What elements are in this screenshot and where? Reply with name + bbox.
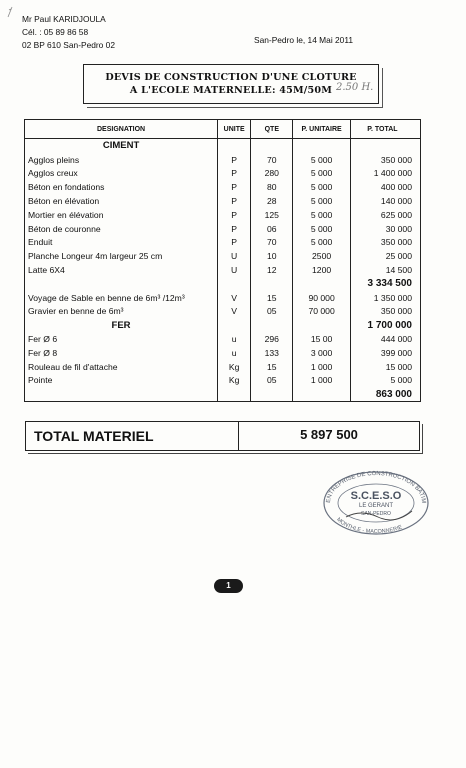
cell-unite <box>218 387 251 401</box>
cell-qte <box>251 387 293 401</box>
cell-designation: Voyage de Sable en benne de 6m³ /12m³ <box>25 291 218 305</box>
cell-prix-unitaire: 1 000 <box>293 360 350 374</box>
cell-qte: 70 <box>251 236 293 250</box>
cell-prix-unitaire: 5 000 <box>293 153 350 167</box>
cell-qte: 05 <box>251 374 293 388</box>
cell-unite: V <box>218 291 251 305</box>
cell-designation: CIMENT <box>25 139 218 153</box>
cell-prix-total: 863 000 <box>350 387 420 401</box>
table-row <box>25 208 421 222</box>
total-materiel-box <box>25 421 420 451</box>
cell-designation: Rouleau de fil d'attache <box>25 360 218 374</box>
cell-designation: Béton en fondations <box>25 180 218 194</box>
cell-prix-total: 400 000 <box>350 180 420 194</box>
cell-qte: 05 <box>251 305 293 319</box>
cell-prix-total: 1 400 000 <box>350 167 420 181</box>
cell-prix-total: 1 350 000 <box>350 291 420 305</box>
cell-prix-unitaire: 5 000 <box>293 222 350 236</box>
cell-qte <box>251 318 293 332</box>
table-row <box>25 291 421 305</box>
cell-designation <box>25 277 218 291</box>
cell-prix-unitaire: 5 000 <box>293 236 350 250</box>
cell-prix-total: 140 000 <box>350 194 420 208</box>
cell-unite <box>218 277 251 291</box>
cell-prix-unitaire: 2500 <box>293 249 350 263</box>
cell-prix-total <box>350 139 420 153</box>
col-qte: QTE <box>251 120 293 139</box>
cell-unite: Kg <box>218 360 251 374</box>
cell-prix-total: 444 000 <box>350 332 420 346</box>
cell-unite: U <box>218 263 251 277</box>
cell-unite: U <box>218 249 251 263</box>
cell-prix-unitaire <box>293 277 350 291</box>
cell-designation: Agglos pleins <box>25 153 218 167</box>
table-header-row <box>25 120 421 139</box>
stamp-city-text: SAN-PEDRO <box>361 511 391 517</box>
stamp-ring-text: ENTREPRISE DE CONSTRUCTION BATIM <box>325 470 427 504</box>
table-row <box>25 167 421 181</box>
cell-designation: Fer Ø 8 <box>25 346 218 360</box>
cell-prix-unitaire <box>293 318 350 332</box>
cell-unite <box>218 318 251 332</box>
cell-designation: Agglos creux <box>25 167 218 181</box>
cell-designation: Latte 6X4 <box>25 263 218 277</box>
cell-qte <box>251 139 293 153</box>
cell-prix-unitaire: 70 000 <box>293 305 350 319</box>
cell-qte: 280 <box>251 167 293 181</box>
stamp-center-text: S.C.E.S.O <box>350 490 402 502</box>
cell-unite: P <box>218 153 251 167</box>
cell-qte: 133 <box>251 346 293 360</box>
cell-designation: Béton de couronne <box>25 222 218 236</box>
cell-unite <box>218 139 251 153</box>
cell-qte: 70 <box>251 153 293 167</box>
section-row <box>25 139 421 153</box>
cell-unite: P <box>218 194 251 208</box>
table-row <box>25 360 421 374</box>
cell-unite: P <box>218 222 251 236</box>
cell-unite: P <box>218 167 251 181</box>
cell-qte: 125 <box>251 208 293 222</box>
col-designation: DESIGNATION <box>25 120 218 139</box>
cell-designation: Planche Longeur 4m largeur 25 cm <box>25 249 218 263</box>
cell-prix-unitaire <box>293 139 350 153</box>
handwritten-note: 2.50 H. <box>336 82 374 93</box>
cell-unite: u <box>218 332 251 346</box>
sender-address: 02 BP 610 San-Pedro 02 <box>22 40 115 50</box>
sender-name: Mr Paul KARIDJOULA <box>22 14 106 24</box>
cell-prix-unitaire <box>293 387 350 401</box>
cell-designation: Mortier en élévation <box>25 208 218 222</box>
cell-prix-total: 1 700 000 <box>350 318 420 332</box>
total-label: TOTAL MATERIEL <box>26 422 239 450</box>
col-prix-unitaire: P. UNITAIRE <box>293 120 350 139</box>
subtotal-row <box>25 387 421 401</box>
cell-unite: P <box>218 208 251 222</box>
cell-prix-unitaire: 3 000 <box>293 346 350 360</box>
cell-unite: V <box>218 305 251 319</box>
title-line-1: DEVIS DE CONSTRUCTION D'UNE CLOTURE <box>105 72 357 83</box>
cell-prix-total: 14 500 <box>350 263 420 277</box>
page-corner-mark <box>5 5 15 23</box>
cell-qte: 15 <box>251 360 293 374</box>
table-body <box>25 139 421 402</box>
cell-prix-total: 15 000 <box>350 360 420 374</box>
cell-prix-unitaire: 5 000 <box>293 180 350 194</box>
quote-table <box>24 119 421 402</box>
col-unite: UNITE <box>218 120 251 139</box>
table-row <box>25 374 421 388</box>
cell-prix-total: 350 000 <box>350 305 420 319</box>
cell-prix-total: 30 000 <box>350 222 420 236</box>
cell-prix-total: 5 000 <box>350 374 420 388</box>
stamp-bottom-text: MONTHLE - MACONNERIE <box>335 516 404 536</box>
cell-qte: 15 <box>251 291 293 305</box>
title-line-2: A L'ECOLE MATERNELLE: 45M/50M <box>129 85 333 96</box>
table-row <box>25 332 421 346</box>
cell-prix-total: 350 000 <box>350 153 420 167</box>
cell-prix-total: 3 334 500 <box>350 277 420 291</box>
cell-designation: Enduit <box>25 236 218 250</box>
company-stamp <box>316 465 436 537</box>
table-row <box>25 236 421 250</box>
cell-unite: P <box>218 236 251 250</box>
table-row <box>25 222 421 236</box>
cell-qte: 10 <box>251 249 293 263</box>
cell-qte: 28 <box>251 194 293 208</box>
section-row <box>25 318 421 332</box>
table-row <box>25 249 421 263</box>
subtotal-row <box>25 277 421 291</box>
cell-qte: 06 <box>251 222 293 236</box>
cell-designation: Gravier en benne de 6m³ <box>25 305 218 319</box>
cell-designation: Béton en élévation <box>25 194 218 208</box>
table-row <box>25 153 421 167</box>
cell-prix-total: 399 000 <box>350 346 420 360</box>
cell-prix-unitaire: 5 000 <box>293 208 350 222</box>
sender-header <box>22 13 115 52</box>
cell-qte: 80 <box>251 180 293 194</box>
cell-designation <box>25 387 218 401</box>
total-value: 5 897 500 <box>300 427 358 442</box>
cell-prix-unitaire: 1 000 <box>293 374 350 388</box>
cell-prix-total: 625 000 <box>350 208 420 222</box>
cell-designation: Pointe <box>25 374 218 388</box>
stamp-gerant-text: LE GERANT <box>358 503 394 509</box>
table-row <box>25 180 421 194</box>
table-row <box>25 263 421 277</box>
cell-qte: 296 <box>251 332 293 346</box>
cell-prix-unitaire: 5 000 <box>293 167 350 181</box>
sender-phone: Cél. : 05 89 86 58 <box>22 27 89 37</box>
cell-designation: FER <box>25 318 218 332</box>
cell-unite: P <box>218 180 251 194</box>
cell-qte: 12 <box>251 263 293 277</box>
cell-unite: Kg <box>218 374 251 388</box>
cell-prix-unitaire: 1200 <box>293 263 350 277</box>
table-row <box>25 194 421 208</box>
cell-prix-total: 350 000 <box>350 236 420 250</box>
table-row <box>25 346 421 360</box>
cell-qte <box>251 277 293 291</box>
cell-designation: Fer Ø 6 <box>25 332 218 346</box>
table-row <box>25 305 421 319</box>
cell-prix-unitaire: 90 000 <box>293 291 350 305</box>
col-prix-total: P. TOTAL <box>350 120 420 139</box>
cell-prix-unitaire: 15 00 <box>293 332 350 346</box>
document-title <box>83 64 379 104</box>
document-date: San-Pedro le, 14 Mai 2011 <box>254 35 354 45</box>
cell-prix-unitaire: 5 000 <box>293 194 350 208</box>
cell-prix-total: 25 000 <box>350 249 420 263</box>
page-number-badge: 1 <box>214 579 243 593</box>
cell-unite: u <box>218 346 251 360</box>
